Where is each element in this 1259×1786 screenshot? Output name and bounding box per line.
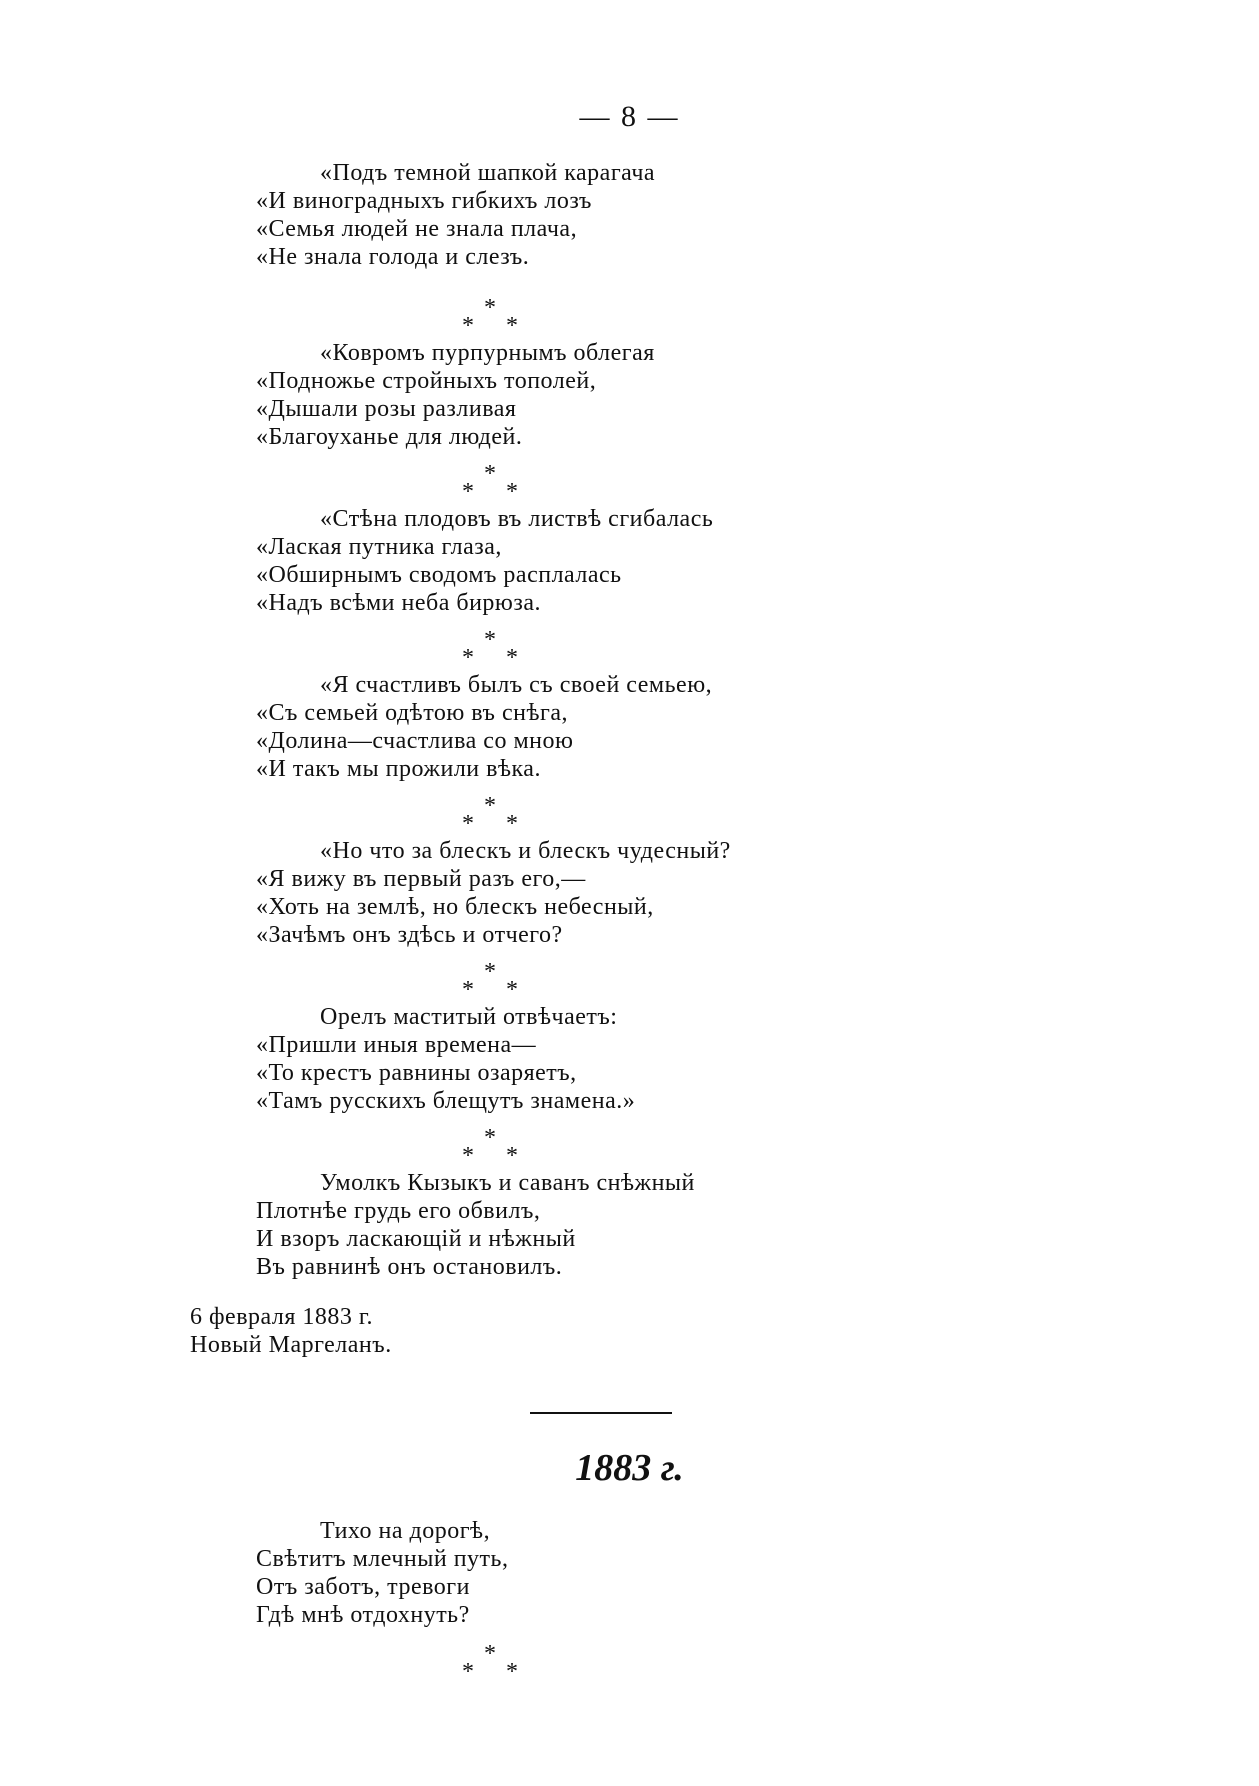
verse-line: «Но что за блескъ и блескъ чудесный? <box>320 838 731 864</box>
asterisk-glyph: * <box>484 461 496 487</box>
verse-line: «Лаская путника глаза, <box>256 534 502 560</box>
verse-line: «Надъ всѣми неба бирюза. <box>256 590 541 616</box>
verse-line: «Благоуханье для людей. <box>256 424 523 450</box>
verse-line: «Тамъ русскихъ блещутъ знамена.» <box>256 1088 636 1114</box>
verse-line: «Подъ темной шапкой карагача <box>320 160 656 186</box>
verse-line: «Я вижу въ первый разъ его,— <box>256 866 586 892</box>
verse-line: И взоръ ласкающій и нѣжный <box>256 1226 576 1252</box>
verse-line: Тихо на дорогѣ, <box>320 1518 491 1544</box>
verse-line: «Я счастливъ былъ съ своей семьею, <box>320 672 713 698</box>
asterisk-glyph: * <box>462 313 474 339</box>
verse-line: «Съ семьей одѣтою въ снѣга, <box>256 700 568 726</box>
verse-line: «Не знала голода и слезъ. <box>256 244 530 270</box>
asterisk-glyph: * <box>506 645 518 671</box>
asterism-divider <box>462 1125 522 1169</box>
asterisk-glyph: * <box>462 811 474 837</box>
asterisk-glyph: * <box>462 1659 474 1685</box>
verse-line: Умолкъ Кызыкъ и саванъ снѣжный <box>320 1170 695 1196</box>
verse-line: «Дышали розы разливая <box>256 396 517 422</box>
asterisk-glyph: * <box>484 295 496 321</box>
verse-line: «Долина—счастлива со мною <box>256 728 574 754</box>
asterisk-glyph: * <box>506 977 518 1003</box>
asterisk-glyph: * <box>462 479 474 505</box>
verse-line: Гдѣ мнѣ отдохнуть? <box>256 1602 470 1628</box>
verse-line: «Ковромъ пурпурнымъ облегая <box>320 340 655 366</box>
verse-line: «То крестъ равнины озаряетъ, <box>256 1060 577 1086</box>
asterisk-glyph: * <box>506 811 518 837</box>
verse-line: «Пришли иныя времена— <box>256 1032 537 1058</box>
signature-date: 6 февраля 1883 г. <box>190 1304 374 1330</box>
asterisk-glyph: * <box>506 313 518 339</box>
asterisk-glyph: * <box>484 1641 496 1667</box>
asterisk-glyph: * <box>484 1125 496 1151</box>
verse-line: Орелъ маститый отвѣчаетъ: <box>320 1004 618 1030</box>
asterisk-glyph: * <box>506 1143 518 1169</box>
verse-line: «Зачѣмъ онъ здѣсь и отчего? <box>256 922 563 948</box>
asterisk-glyph: * <box>462 645 474 671</box>
verse-line: «И виноградныхъ гибкихъ лозъ <box>256 188 592 214</box>
verse-line: «Подножье стройныхъ тополей, <box>256 368 597 394</box>
verse-line: Свѣтитъ млечный путь, <box>256 1546 509 1572</box>
asterisk-glyph: * <box>484 627 496 653</box>
signature-place: Новый Маргеланъ. <box>190 1332 392 1358</box>
asterisk-glyph: * <box>506 479 518 505</box>
verse-line: «И такъ мы прожили вѣка. <box>256 756 541 782</box>
section-title: 1883 г. <box>575 1447 684 1489</box>
verse-line: «Обширнымъ сводомъ расплалась <box>256 562 622 588</box>
verse-line: Плотнѣе грудь его обвилъ, <box>256 1198 541 1224</box>
verse-line: Отъ заботъ, тревоги <box>256 1574 470 1600</box>
asterism-divider <box>462 793 522 837</box>
asterisk-glyph: * <box>506 1659 518 1685</box>
verse-line: Въ равнинѣ онъ остановилъ. <box>256 1254 563 1280</box>
asterism-divider <box>462 295 522 339</box>
asterism-divider <box>462 627 522 671</box>
verse-line: «Семья людей не знала плача, <box>256 216 578 242</box>
page-number: — 8 — <box>579 100 680 133</box>
asterisk-glyph: * <box>462 977 474 1003</box>
asterism-divider <box>462 1641 522 1685</box>
asterism-divider <box>462 959 522 1003</box>
section-divider-rule <box>530 1412 672 1414</box>
asterisk-glyph: * <box>462 1143 474 1169</box>
asterisk-glyph: * <box>484 793 496 819</box>
asterism-divider <box>462 461 522 505</box>
verse-line: «Стѣна плодовъ въ листвѣ сгибалась <box>320 506 714 532</box>
asterisk-glyph: * <box>484 959 496 985</box>
verse-line: «Хоть на землѣ, но блескъ небесный, <box>256 894 654 920</box>
